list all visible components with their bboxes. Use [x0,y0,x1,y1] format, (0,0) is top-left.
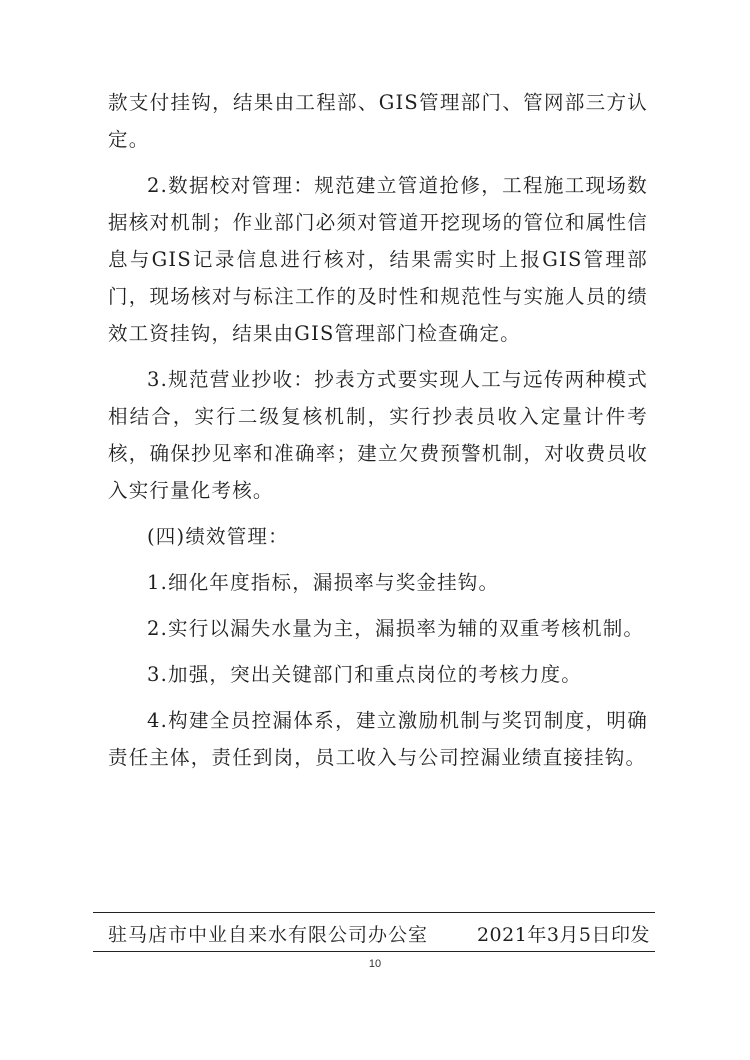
document-body [108,84,648,785]
list-item: 1.细化年度指标，漏损率与奖金挂钩。 [147,571,500,594]
paragraph-continuation: 款支付挂钩，结果由工程部、GIS管理部门、管网部三方认定。 [108,91,648,151]
footer-issuer: 驻马店市中业自来水有限公司办公室 [108,924,429,946]
list-item: 3.加强，突出关键部门和重点岗位的考核力度。 [147,663,583,686]
list-item: 2.实行以漏失水量为主，漏损率为辅的双重考核机制。 [147,617,645,640]
paragraph-meter-reading: 3.规范营业抄收：抄表方式要实现人工与远传两种模式相结合，实行二级复核机制，实行抄表员收入定量计件考核，确保抄见率和准确率；建立欠费预警机制，对收费员收入实行量化考核。 [108,368,648,502]
list-item: 4.构建全员控漏体系，建立激励机制与奖罚制度，明确责任主体，责任到岗，员工收入与公司控漏业绩直接挂钩。 [108,709,648,769]
footer-top-rule [93,912,655,913]
footer-bottom-rule [93,951,655,952]
page-number: 10 [368,958,382,970]
footer-date: 2021年3月5日印发 [476,924,650,946]
section-heading-performance: (四)绩效管理： [147,525,289,548]
paragraph-data-verification: 2.数据校对管理：规范建立管道抢修，工程施工现场数据核对机制；作业部门必须对管道开挖现场的管位和属性信息与GIS记录信息进行核对，结果需实时上报GIS管理部门，现场核对与标注工作的及时性和规范性与实施人员的绩效工资挂钩，结果由GIS管理部门检查确定。 [108,174,648,345]
